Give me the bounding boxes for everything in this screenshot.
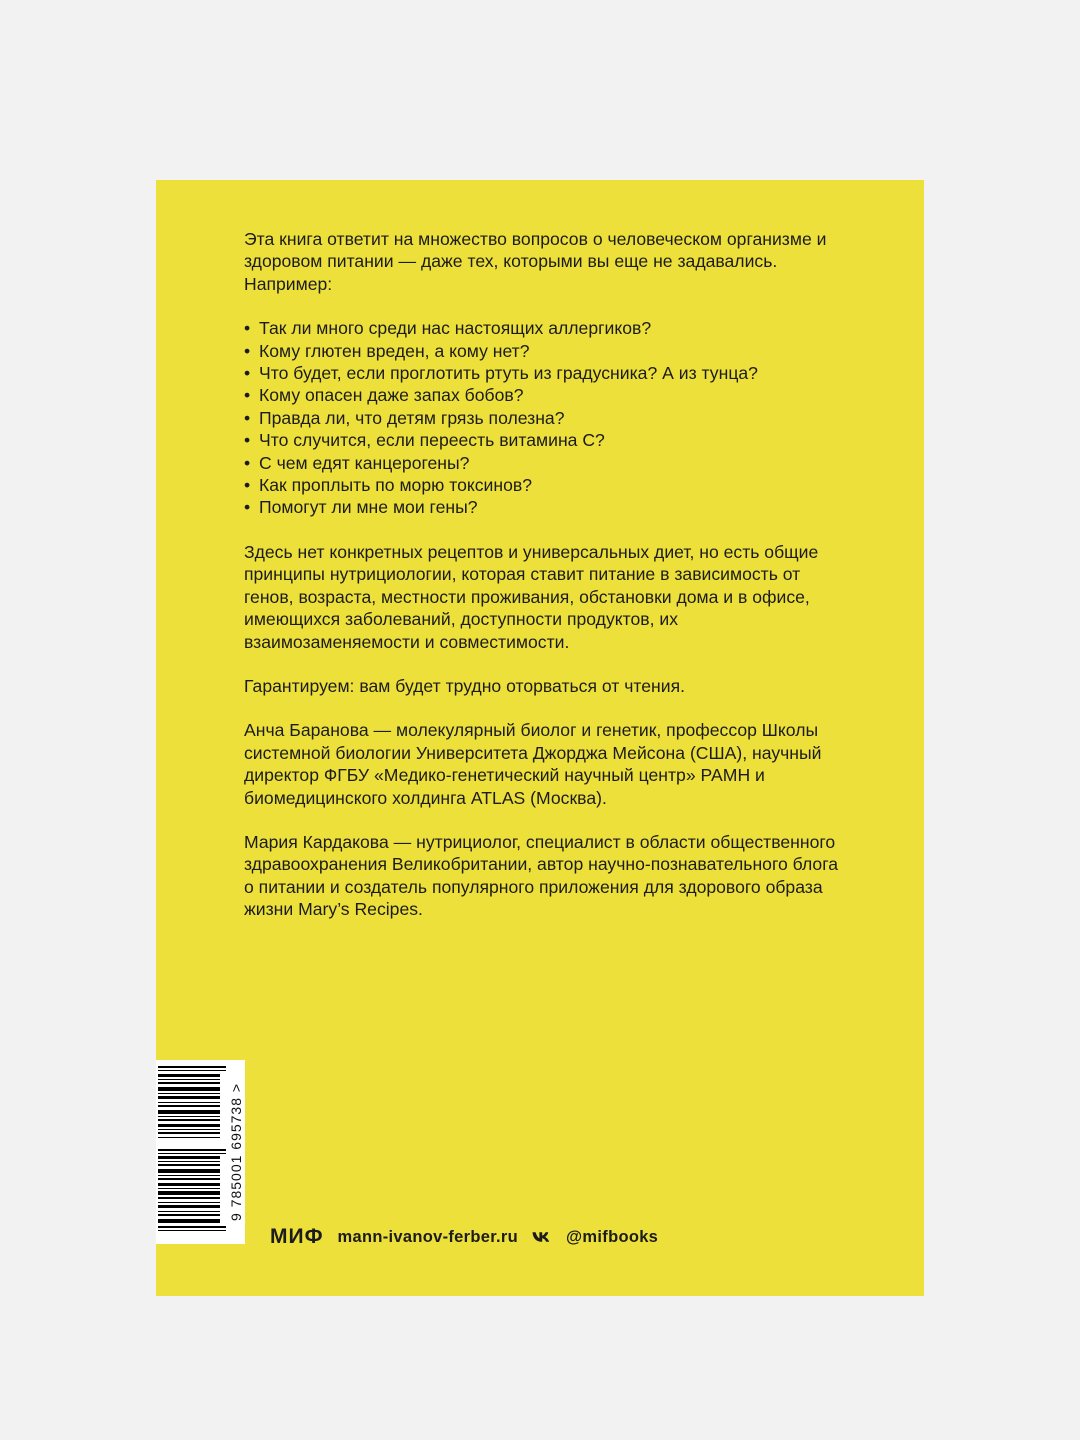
cover-text [244, 228, 844, 943]
author-bio-kardakova [244, 831, 844, 921]
author-bio-text: — нутрициолог, специалист в области общественного здравоохранения Великобритании, автор научно-познавательного блога о питании и создатель популярного приложения для здорового образа жизни Mary’s Recipes. [244, 831, 839, 920]
list-item: • Что будет, если проглотить ртуть из градусника? А из тунца? [244, 362, 844, 384]
author-bio-baranova [244, 719, 844, 809]
publisher-logo: МИФ [270, 1225, 324, 1248]
list-item: • Помогут ли мне мои гены? [244, 496, 844, 518]
list-item: • Так ли много среди нас настоящих аллергиков? [244, 317, 844, 339]
list-item: • Как проплыть по морю токсинов? [244, 474, 844, 496]
author-name: Анча Баранова [244, 720, 369, 741]
author-bio-text: — молекулярный биолог и генетик, профессор Школы системной биологии Университета Джорджа Мейсона (США), научный директор ФГБУ «Медико-генетический научный центр» РАМН и биомедицинского холдинга ATLAS (Москва). [244, 720, 822, 808]
list-item: • С чем едят канцерогены? [244, 452, 844, 474]
publisher-footer [270, 1225, 658, 1249]
list-item: • Кому глютен вреден, а кому нет? [244, 340, 844, 362]
barcode-number: 9 785001 695738 > [228, 1082, 244, 1222]
publisher-website: mann-ivanov-ferber.ru [337, 1227, 519, 1246]
question-list [244, 317, 844, 519]
author-name: Мария Кардакова [244, 831, 389, 852]
barcode-bars [158, 1064, 226, 1240]
barcode [156, 1060, 245, 1244]
vk-icon [532, 1231, 552, 1243]
list-item: • Кому опасен даже запах бобов? [244, 384, 844, 406]
description-paragraph: Здесь нет конкретных рецептов и универсальных диет, но есть общие принципы нутрициологии, которая ставит питание в зависимость от генов, возраста, местности проживания, обстановки дома и в офисе, имеющихся заболеваний, доступности продуктов, их взаимозаменяемости и совместимости. [244, 541, 819, 652]
list-item: • Что случится, если переесть витамина С? [244, 429, 844, 451]
social-handle: @mifbooks [566, 1227, 659, 1246]
intro-paragraph: Эта книга ответит на множество вопросов о человеческом организме и здоровом питании — даже тех, которыми вы еще не задавались. Например: [244, 229, 827, 294]
guarantee-paragraph: Гарантируем: вам будет трудно оторваться от чтения. [244, 675, 686, 696]
list-item: • Правда ли, что детям грязь полезна? [244, 407, 844, 429]
book-back-cover [156, 180, 924, 1296]
